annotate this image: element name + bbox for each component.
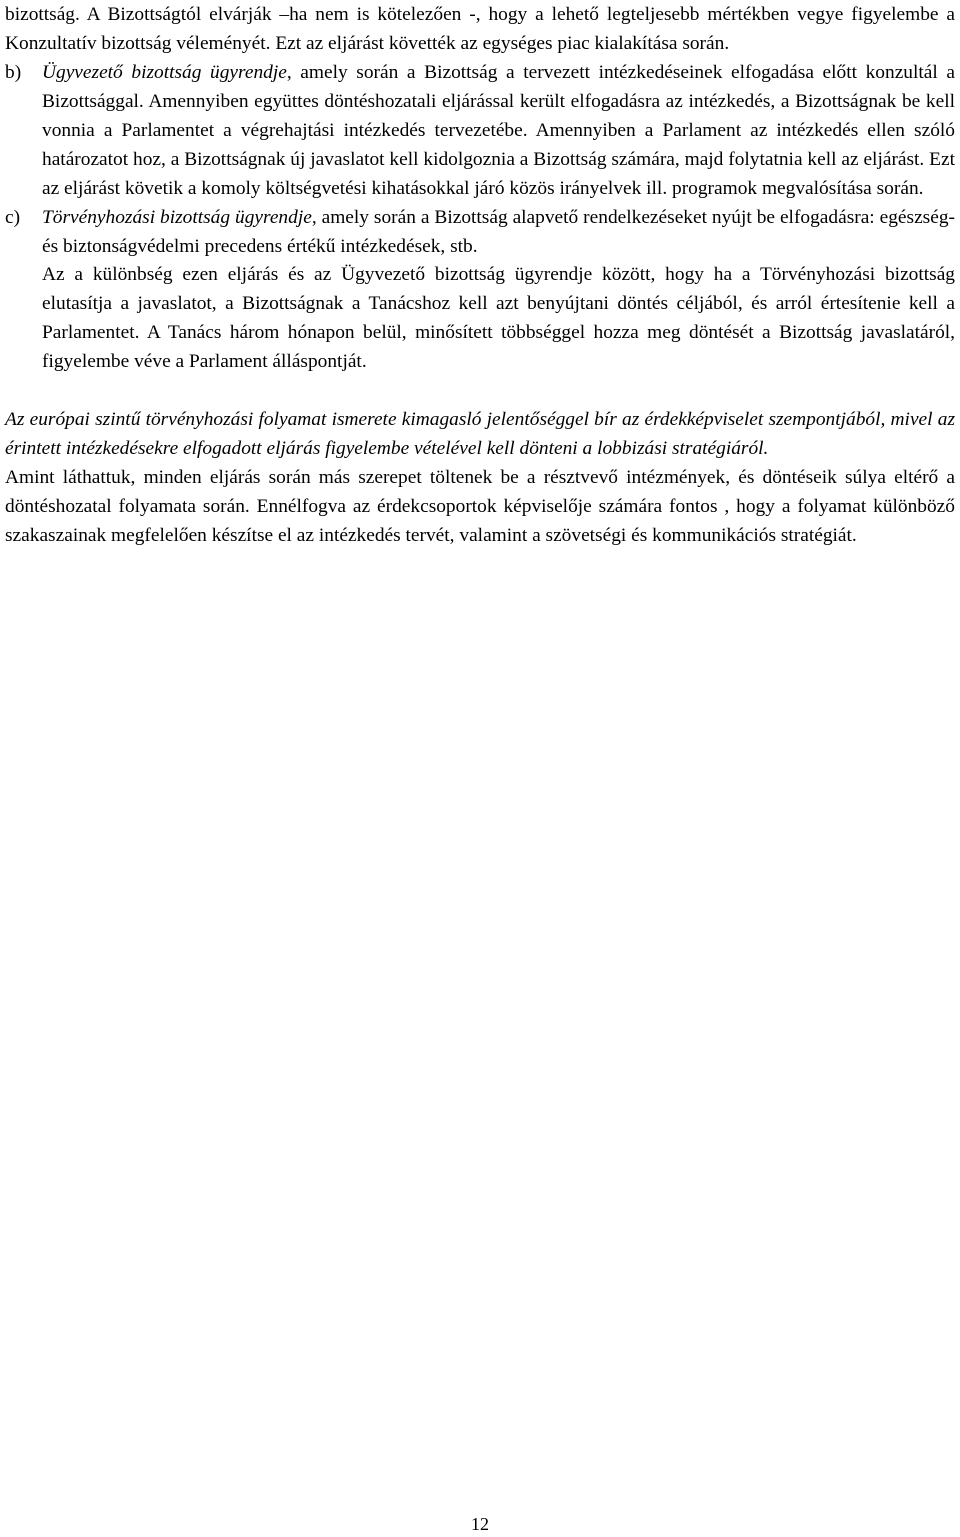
closing-paragraph: Amint láthattuk, minden eljárás során más szerepet töltenek be a résztvevő intézmények, és döntéseik súlya eltérő a döntéshozatal folyamata során. Ennélfogva az érdekcsoportok képviselője számára fontos , hogy a folyamat különböző szakaszainak megfelelően készítse el az intézkedés tervét, valamint a szövetségi és kommunikációs stratégiát. <box>5 467 955 546</box>
list-item-c-body: , amely során a Bizottság alapvető rendelkezéseket nyújt be elfogadásra: egészség- és biztonságvédelmi precedens értékű intézkedések, stb. <box>42 207 955 257</box>
list-item-c-text <box>42 203 955 261</box>
list-item-c-continuation: Az a különbség ezen eljárás és az Ügyvezető bizottság ügyrendje között, hogy ha a Törvényhozási bizottság elutasítja a javaslatot, a Bizottságnak a Tanácshoz kell azt benyújtani döntés céljából, és arról értesítenie kell a Parlamentet. A Tanács három hónapon belül, minősített többséggel hozza meg döntését a Bizottság javaslatáról, figyelembe véve a Parlament álláspontját. <box>42 264 955 372</box>
page-number: 12 <box>471 1514 489 1534</box>
list-item-b <box>5 58 955 203</box>
list-item-b-body: , amely során a Bizottság a tervezett intézkedéseinek elfogadása előtt konzultál a Bizottsággal. Amennyiben együttes döntéshozatali eljárással került elfogadásra az intézkedés, a Bizottságnak be kell vonnia a Parlamentet a végrehajtási intézkedés tervezetébe. Amennyiben a Parlament az intézkedés ellen szóló határozatot hoz, a Bizottságnak új javaslatot kell kidolgoznia a Bizottság számára, majd folytatnia kell az eljárást. Ezt az eljárást követik a komoly költségvetési kihatásokkal járó közös irányelvek ill. programok megvalósítása során. <box>42 62 955 199</box>
list-item-b-text <box>42 58 955 203</box>
list-item-c-title: Törvényhozási bizottság ügyrendje <box>42 207 312 228</box>
list-item-c <box>5 203 955 261</box>
list-marker-b: b) <box>5 62 22 83</box>
intro-continuation-paragraph: bizottság. A Bizottságtól elvárják –ha nem is kötelezően -, hogy a lehető legteljesebb mértékben vegye figyelembe a Konzultatív bizottság véleményét. Ezt az eljárást követték az egységes piac kialakítása során. <box>5 4 955 54</box>
paragraph-gap <box>5 376 955 405</box>
italic-emphasis-paragraph: Az európai szintű törvényhozási folyamat ismerete kimagasló jelentőséggel bír az érdekképviselet szempontjából, mivel az érintett intézkedésekre elfogadott eljárás figyelembe vételével kell dönteni a lobbizási stratégiáról. <box>5 409 955 459</box>
list-marker-c: c) <box>5 207 21 228</box>
document-page <box>5 0 955 550</box>
list-item-b-title: Ügyvezető bizottság ügyrendje <box>42 62 287 83</box>
